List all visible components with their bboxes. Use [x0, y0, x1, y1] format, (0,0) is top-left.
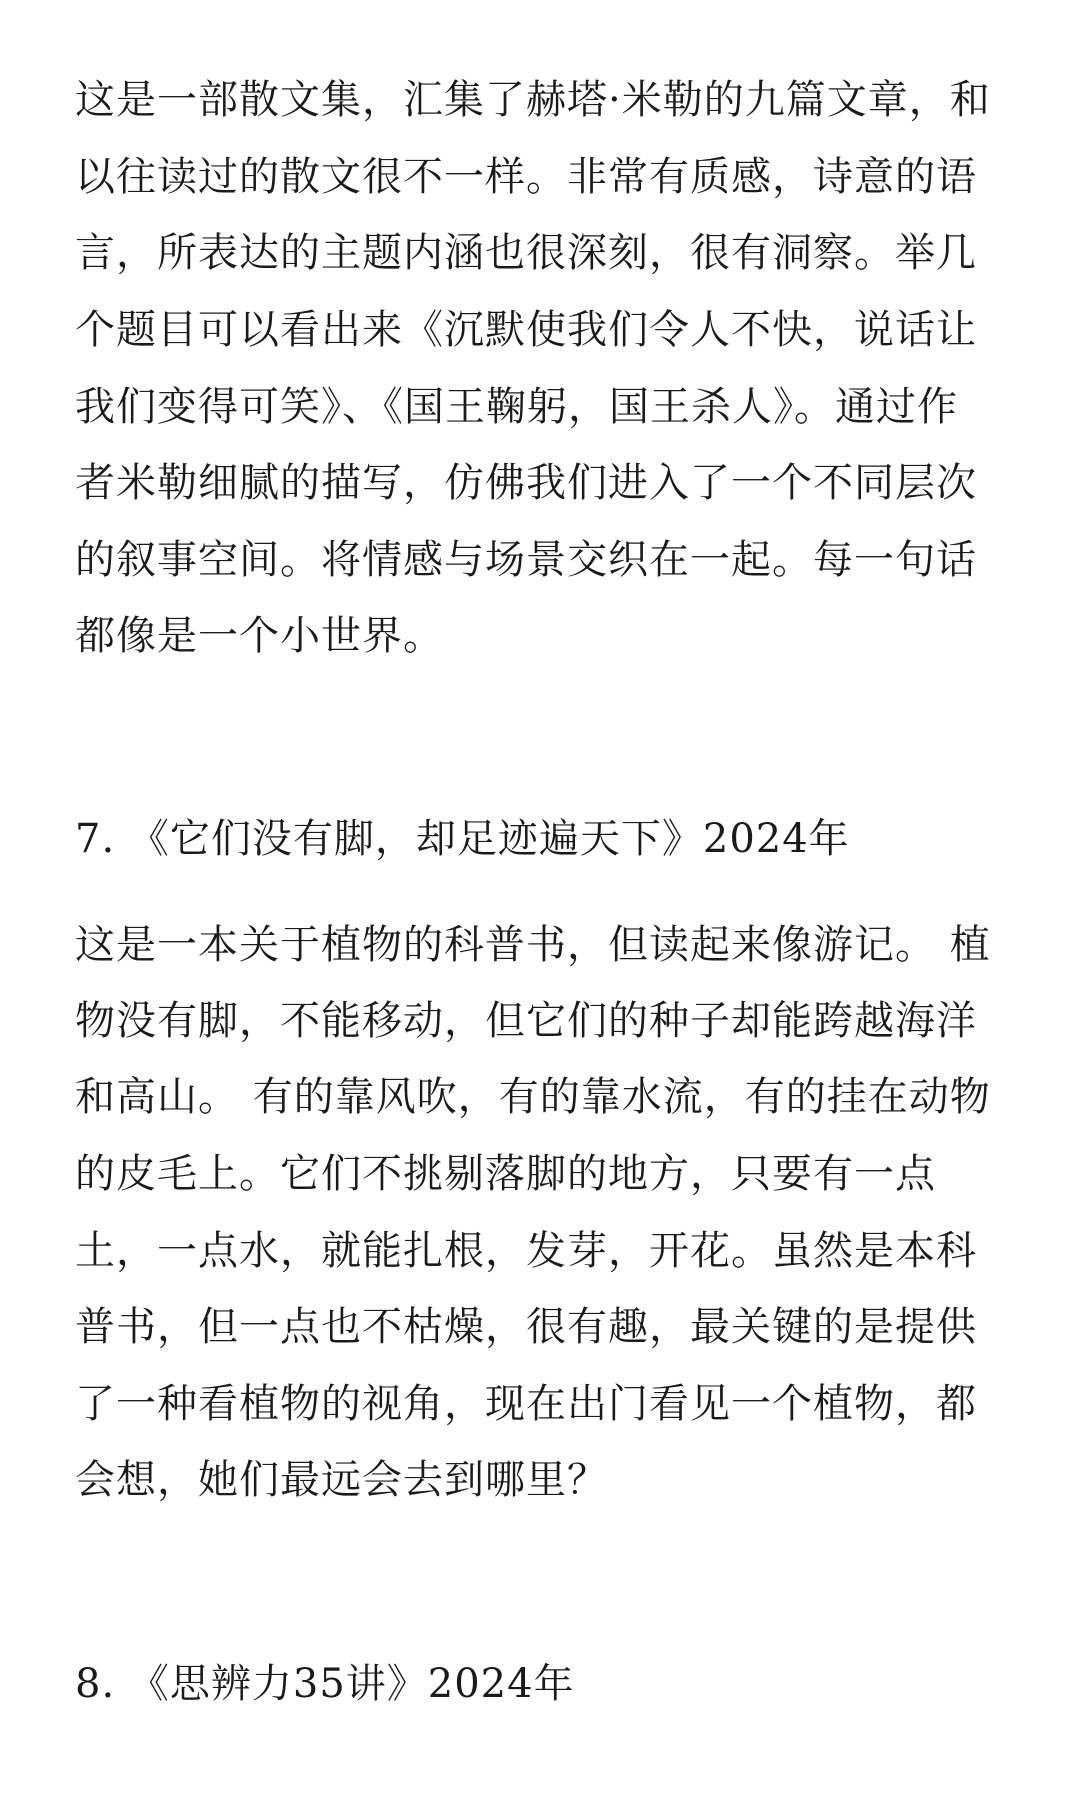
- paragraph-line: 者米勒细腻的描写，仿佛我们进入了一个不同层次: [75, 460, 977, 506]
- section-7-heading: 7. 《它们没有脚，却足迹遍天下》2024年: [75, 816, 850, 862]
- paragraph-line: 以往读过的散文很不一样。非常有质感，诗意的语: [75, 154, 977, 200]
- paragraph-line: 都像是一个小世界。: [75, 613, 444, 659]
- paragraph-line: 我们变得可笑》、《国王鞠躬，国王杀人》。通过作: [75, 384, 958, 430]
- paragraph-line: 这是一部散文集，汇集了赫塔·米勒的九篇文章，和: [75, 77, 991, 123]
- paragraph-line: 的皮毛上。它们不挑剔落脚的地方，只要有一点: [75, 1151, 936, 1197]
- paragraph-line: 会想，她们最远会去到哪里？: [75, 1457, 608, 1503]
- paragraph-line: 这是一本关于植物的科普书，但读起来像游记。 植: [75, 922, 991, 968]
- paragraph-line: 个题目可以看出来《沉默使我们令人不快，说话让: [75, 307, 977, 353]
- paragraph-line: 普书，但一点也不枯燥，很有趣，最关键的是提供: [75, 1304, 977, 1350]
- paragraph-line: 土，一点水，就能扎根，发芽，开花。虽然是本科: [75, 1228, 977, 1274]
- paragraph-line: 了一种看植物的视角，现在出门看见一个植物，都: [75, 1381, 977, 1427]
- section-8-heading: 8. 《思辨力35讲》2024年: [75, 1661, 575, 1707]
- paragraph-line: 和高山。 有的靠风吹，有的靠水流，有的挂在动物: [75, 1074, 991, 1120]
- paragraph-line: 物没有脚，不能移动，但它们的种子却能跨越海洋: [75, 998, 977, 1044]
- paragraph-line: 的叙事空间。将情感与场景交织在一起。每一句话: [75, 537, 977, 583]
- paragraph-line: 言，所表达的主题内涵也很深刻，很有洞察。举几: [75, 230, 977, 276]
